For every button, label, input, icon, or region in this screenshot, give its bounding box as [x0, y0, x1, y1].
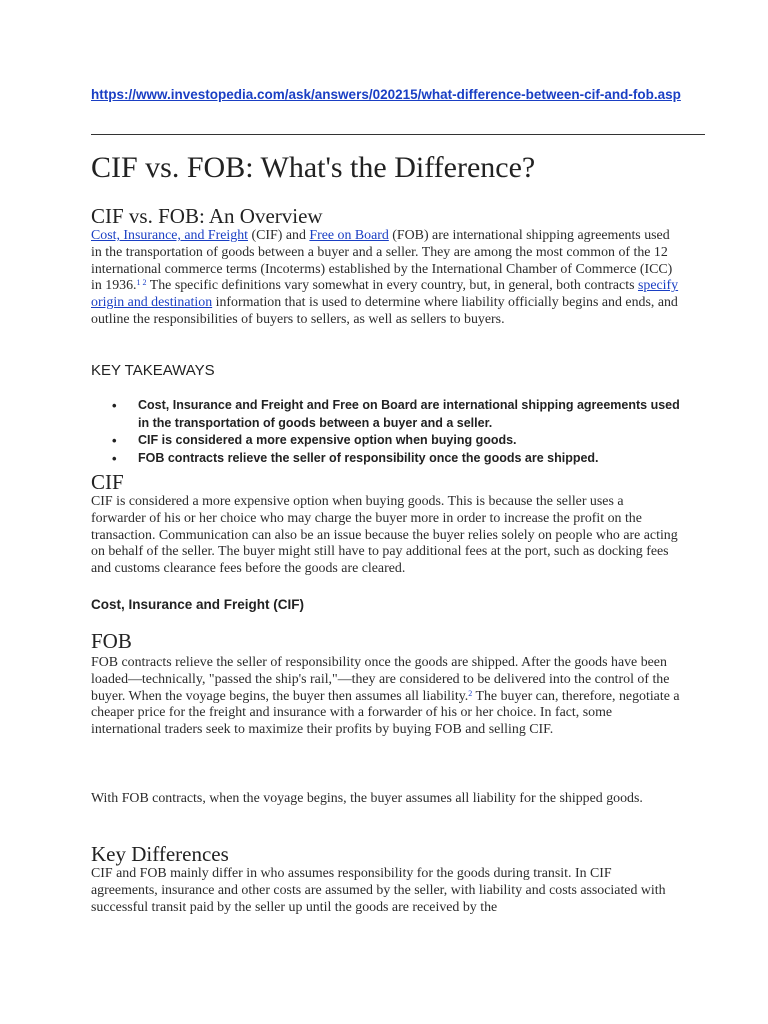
overview-text-3: The specific definitions vary somewhat in every country, but, in general, both contracts [146, 278, 638, 294]
fob-heading: FOB [91, 629, 132, 653]
cif-link[interactable]: Cost, Insurance, and Freight [91, 228, 249, 243]
key-takeaways-heading: KEY TAKEAWAYS [91, 362, 215, 379]
source-url-link[interactable]: https://www.investopedia.com/ask/answers/020215/what-difference-between-cif-and-fob.asp [91, 87, 681, 102]
horizontal-rule [91, 134, 705, 135]
key-differences-heading: Key Differences [91, 842, 229, 866]
fob-paragraph-2: With FOB contracts, when the voyage begins, the buyer assumes all liability for the shipped goods. [91, 791, 643, 806]
cif-subheading: Cost, Insurance and Freight (CIF) [91, 597, 305, 612]
cif-paragraph: CIF is considered a more expensive option when buying goods. This is because the seller uses a forwarder of his or her choice who may charge the buyer more in order to increase the profit on the transaction. Communication can also be an issue because the buyer relies solely on people who are acting on behalf of the seller. The buyer might still have to pay additional fees at the port, such as docking fees and customs clearance fees before the goods are cleared. [91, 494, 678, 577]
fob-paragraph [91, 655, 681, 739]
takeaway-item: • FOB contracts relieve the seller of responsibility once the goods are shipped. [112, 450, 692, 468]
specify-origin-link[interactable]: specify origin and destination [91, 278, 679, 311]
key-takeaways-list [112, 397, 692, 467]
fob-link[interactable]: Free on Board [309, 228, 389, 243]
fob-text-1: FOB contracts relieve the seller of responsibility once the goods are shipped. After the goods have been loaded—technically, "passed the ship's rail,"—they are considered to be delivered into the control of the buyer. When the voyage begins, the buyer then assumes all liability. [91, 655, 670, 704]
fob-text-2: The buyer can, therefore, negotiate a cheaper price for the freight and insurance with a forwarder of his or her choice. In fact, some international traders seek to maximize their profits by buying FOB and selling CIF. [91, 688, 680, 738]
overview-heading: CIF vs. FOB: An Overview [91, 204, 323, 228]
page-title: CIF vs. FOB: What's the Difference? [91, 151, 536, 184]
overview-text-2: (FOB) are international shipping agreements used in the transportation of goods between a buyer and a seller. They are among the most common of the 12 international commerce terms (Incoterms) established by the International Chamber of Commerce (ICC) in 1936. [91, 228, 673, 294]
overview-paragraph [91, 228, 681, 329]
takeaway-item: • CIF is considered a more expensive option when buying goods. [112, 432, 692, 450]
cif-heading: CIF [91, 470, 124, 494]
overview-text-1: (CIF) and [248, 228, 310, 243]
reference-1-2[interactable]: 1 2 [136, 278, 147, 288]
overview-text-4: information that is used to determine where liability officially begins and ends, and outline the responsibilities of buyers to sellers, as well as sellers to buyers. [91, 295, 678, 327]
reference-2[interactable]: 2 [468, 688, 473, 698]
takeaway-item: • Cost, Insurance and Freight and Free on Board are international shipping agreements used in the transportation of goods between a buyer and a seller. [112, 397, 692, 432]
key-differences-paragraph: CIF and FOB mainly differ in who assumes responsibility for the goods during transit. In CIF agreements, insurance and other costs are assumed by the seller, with liability and costs associated with successful transit paid by the seller up until the goods are received by the [91, 866, 666, 915]
